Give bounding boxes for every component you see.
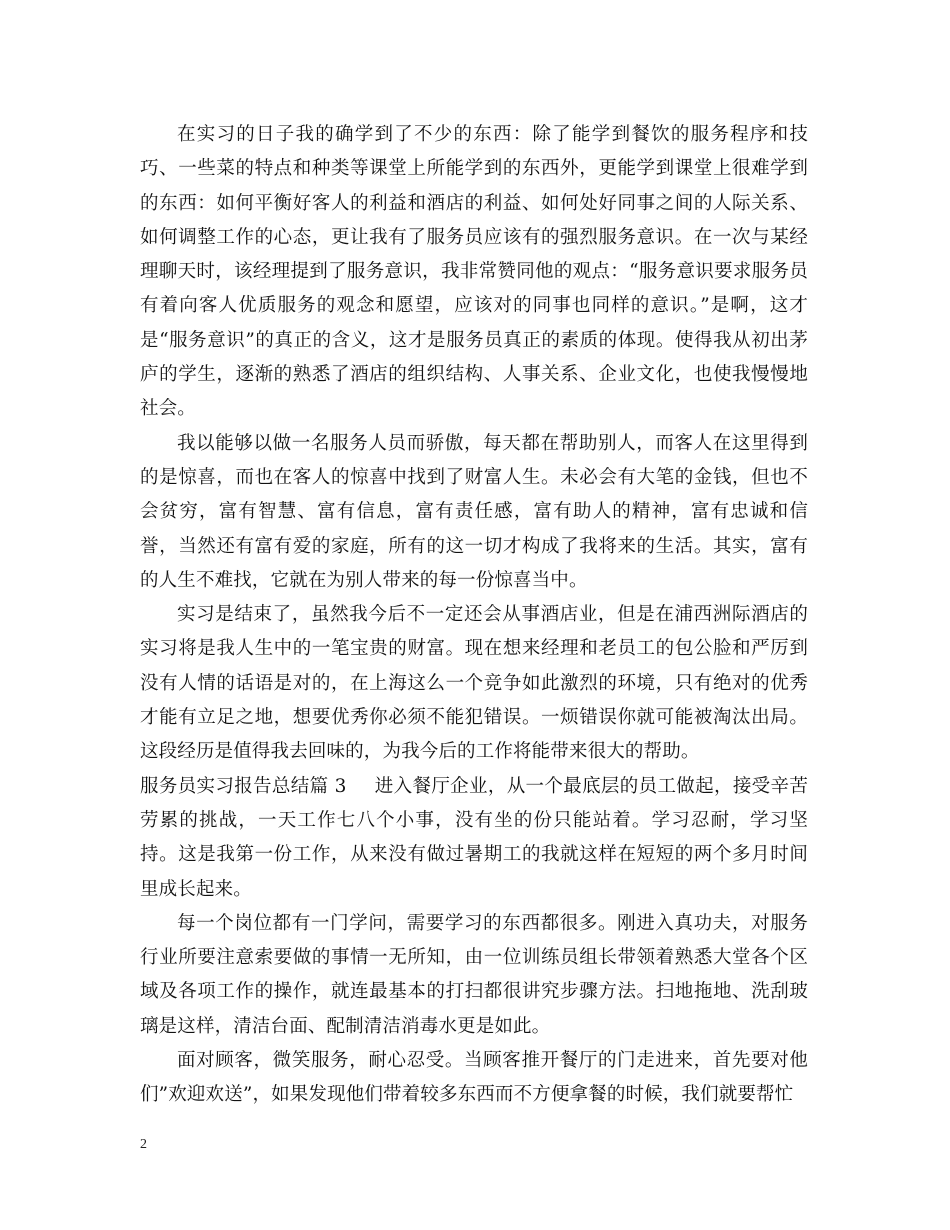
section-heading: 服务员实习报告总结篇 3 xyxy=(140,775,347,797)
paragraph-pride: 我以能够以做一名服务人员而骄傲，每天都在帮助别人，而客人在这里得到的是惊喜，而也在客人的惊喜中找到了财富人生。未必会有大笔的金钱，但也不会贫穷，富有智慧、富有信息，富有责任感，富有助人的精神，富有忠诚和信誉，当然还有富有爱的家庭，所有的这一切才构成了我将来的生活。其实，富有的人生不难找，它就在为别人带来的每一份惊喜当中。 xyxy=(140,432,808,591)
paragraph-positions: 每一个岗位都有一门学问，需要学习的东西都很多。刚进入真功夫，对服务行业所要注意索要做的事情一无所知，由一位训练员组长带领着熟悉大堂各个区域及各项工作的操作，就连最基本的打扫都很讲究步骤方法。扫地拖地、洗刮玻璃是这样，清洁台面、配制清洁消毒水更是如此。 xyxy=(140,912,808,1037)
page-number: 2 xyxy=(140,1137,147,1152)
paragraph-learning: 在实习的日子我的确学到了不少的东西：除了能学到餐饮的服务程序和技巧、一些菜的特点和种类等课堂上所能学到的东西外，更能学到课堂上很难学到的东西：如何平衡好客人的利益和酒店的利益、如何处好同事之间的人际关系、如何调整工作的心态，更让我有了服务员应该有的强烈服务意识。在一次与某经理聊天时，该经理提到了服务意识，我非常赞同他的观点：“服务意识要求服务员有着向客人优质服务的观念和愿望，应该对的同事也同样的意识。”是啊，这才是“服务意识”的真正的含义，这才是服务员真正的素质的体现。使得我从初出茅庐的学生，逐渐的熟悉了酒店的组织结构、人事关系、企业文化，也使我慢慢地社会。 xyxy=(140,124,808,420)
paragraph-internship-end: 实习是结束了，虽然我今后不一定还会从事酒店业，但是在浦西洲际酒店的实习将是我人生中的一笔宝贵的财富。现在想来经理和老员工的包公脸和严厉到没有人情的话语是对的，在上海这么一个竞争如此激烈的环境，只有绝对的优秀才能有立足之地，想要优秀你必须不能犯错误。一烦错误你就可能被淘汰出局。这段经历是值得我去回味的，为我今后的工作将能带来很大的帮助。 xyxy=(140,604,808,763)
document-body xyxy=(140,118,808,1113)
section-first-paragraph: 进入餐厅企业，从一个最底层的员工做起，接受辛苦劳累的挑战，一天工作七八个小事，没有坐的份只能站着。学习忍耐，学习坚持。这是我第一份工作，从来没有做过暑期工的我就这样在短短的两个多月时间里成长起来。 xyxy=(140,775,809,900)
paragraph-customers: 面对顾客，微笑服务，耐心忍受。当顾客推开餐厅的门走进来，首先要对他们”欢迎欢送”，如果发现他们带着较多东西而不方便拿餐的时候，我们就要帮忙 xyxy=(140,1050,808,1106)
section-intro-paragraph xyxy=(140,770,808,907)
